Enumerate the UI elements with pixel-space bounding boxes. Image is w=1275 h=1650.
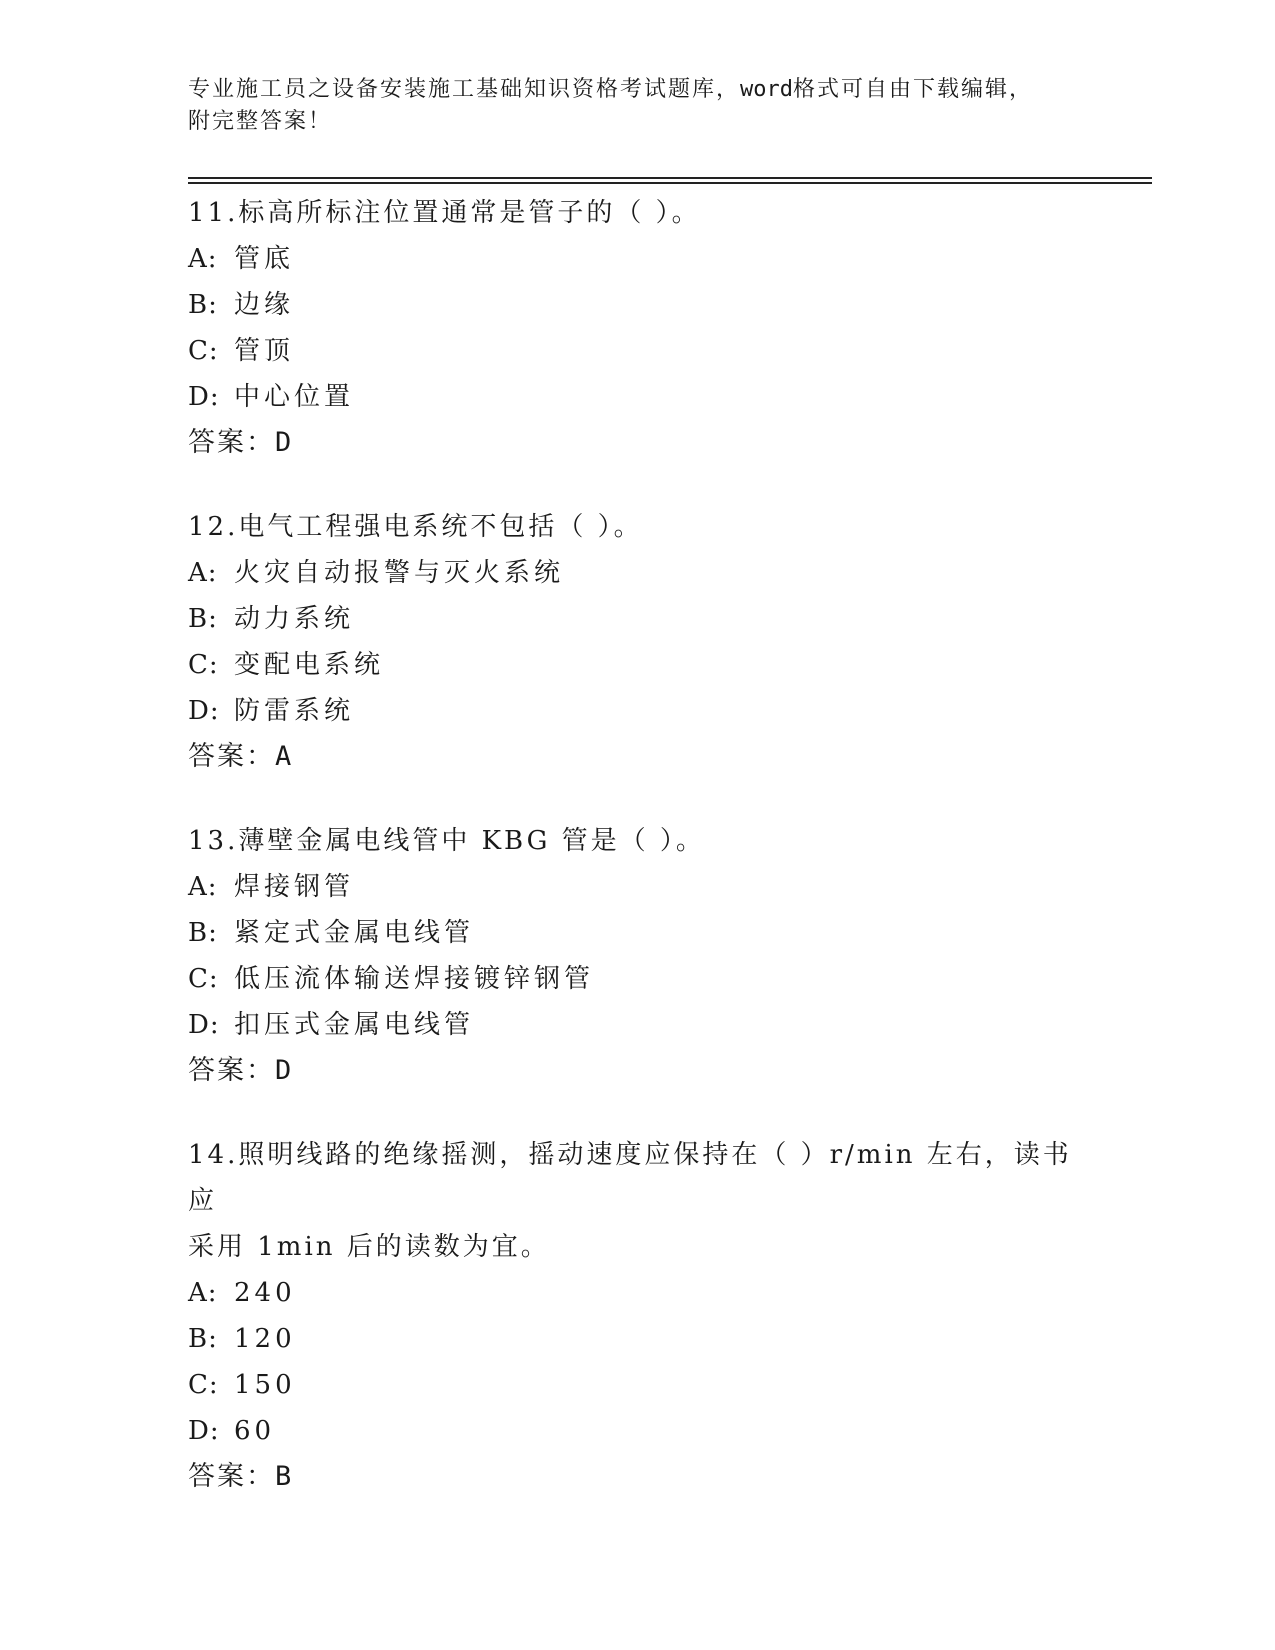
answer-label: 答案： [188, 427, 275, 458]
option-text: 变配电系统 [234, 650, 385, 680]
option-b [188, 596, 1088, 642]
option-c [188, 956, 1088, 1002]
answer-line [188, 420, 1088, 466]
option-c [188, 642, 1088, 688]
question-stem: 12.电气工程强电系统不包括（ ）。 [188, 512, 643, 542]
option-text: 240 [234, 1278, 296, 1308]
option-label: A: [188, 872, 218, 902]
question-12 [188, 504, 1088, 780]
question-stem: 13.薄壁金属电线管中 KBG 管是（ ）。 [188, 826, 705, 856]
question-list [188, 190, 1088, 1538]
option-text: 边缘 [234, 290, 295, 320]
option-b [188, 1316, 1088, 1362]
question-stem: 11.标高所标注位置通常是管子的（ ）。 [188, 198, 701, 228]
header-text-word: word [740, 77, 793, 102]
option-text: 扣压式金属电线管 [234, 1010, 475, 1040]
answer-label: 答案： [188, 741, 275, 772]
option-label: B: [188, 1324, 218, 1354]
option-a [188, 236, 1088, 282]
option-text: 管顶 [234, 336, 295, 366]
option-text: 动力系统 [234, 604, 355, 634]
option-label: C: [188, 336, 219, 366]
header-divider-bottom [188, 182, 1152, 184]
document-header [188, 74, 1088, 138]
option-text: 60 [234, 1416, 276, 1446]
header-divider-top [188, 177, 1152, 179]
header-text-1c: 格式可自由下载编辑， [793, 77, 1034, 102]
option-label: B: [188, 604, 218, 634]
option-text: 防雷系统 [234, 696, 355, 726]
answer-label: 答案： [188, 1461, 275, 1492]
header-line-2: 附完整答案！ [188, 109, 333, 134]
question-stem-continued: 采用 1min 后的读数为宜。 [188, 1232, 550, 1262]
option-label: C: [188, 1370, 219, 1400]
option-text: 管底 [234, 244, 295, 274]
option-label: D: [188, 696, 220, 726]
answer-value: A [275, 741, 294, 772]
question-stem: 14.照明线路的绝缘摇测，摇动速度应保持在（ ）r/min 左右，读书应 [188, 1140, 1072, 1216]
answer-line [188, 734, 1088, 780]
answer-value: B [275, 1461, 294, 1492]
option-d [188, 1408, 1088, 1454]
answer-value: D [275, 1055, 294, 1086]
option-text: 低压流体输送焊接镀锌钢管 [234, 964, 595, 994]
option-a [188, 864, 1088, 910]
option-label: B: [188, 918, 218, 948]
option-d [188, 1002, 1088, 1048]
option-c [188, 328, 1088, 374]
answer-value: D [275, 427, 294, 458]
option-label: A: [188, 558, 218, 588]
option-text: 中心位置 [234, 382, 355, 412]
option-c [188, 1362, 1088, 1408]
answer-line [188, 1454, 1088, 1500]
header-line-1 [188, 74, 1088, 106]
question-11 [188, 190, 1088, 466]
option-a [188, 1270, 1088, 1316]
option-a [188, 550, 1088, 596]
option-text: 焊接钢管 [234, 872, 355, 902]
answer-label: 答案： [188, 1055, 275, 1086]
option-label: D: [188, 1010, 220, 1040]
option-label: C: [188, 964, 219, 994]
option-text: 火灾自动报警与灭火系统 [234, 558, 565, 588]
option-label: B: [188, 290, 218, 320]
question-14 [188, 1132, 1088, 1500]
option-b [188, 910, 1088, 956]
option-label: D: [188, 1416, 220, 1446]
option-text: 120 [234, 1324, 296, 1354]
option-text: 150 [234, 1370, 296, 1400]
option-label: D: [188, 382, 220, 412]
option-d [188, 374, 1088, 420]
question-13 [188, 818, 1088, 1094]
option-label: C: [188, 650, 219, 680]
option-label: A: [188, 1278, 218, 1308]
option-b [188, 282, 1088, 328]
header-text-1a: 专业施工员之设备安装施工基础知识资格考试题库， [188, 77, 741, 102]
option-d [188, 688, 1088, 734]
answer-line [188, 1048, 1088, 1094]
option-text: 紧定式金属电线管 [234, 918, 475, 948]
option-label: A: [188, 244, 218, 274]
